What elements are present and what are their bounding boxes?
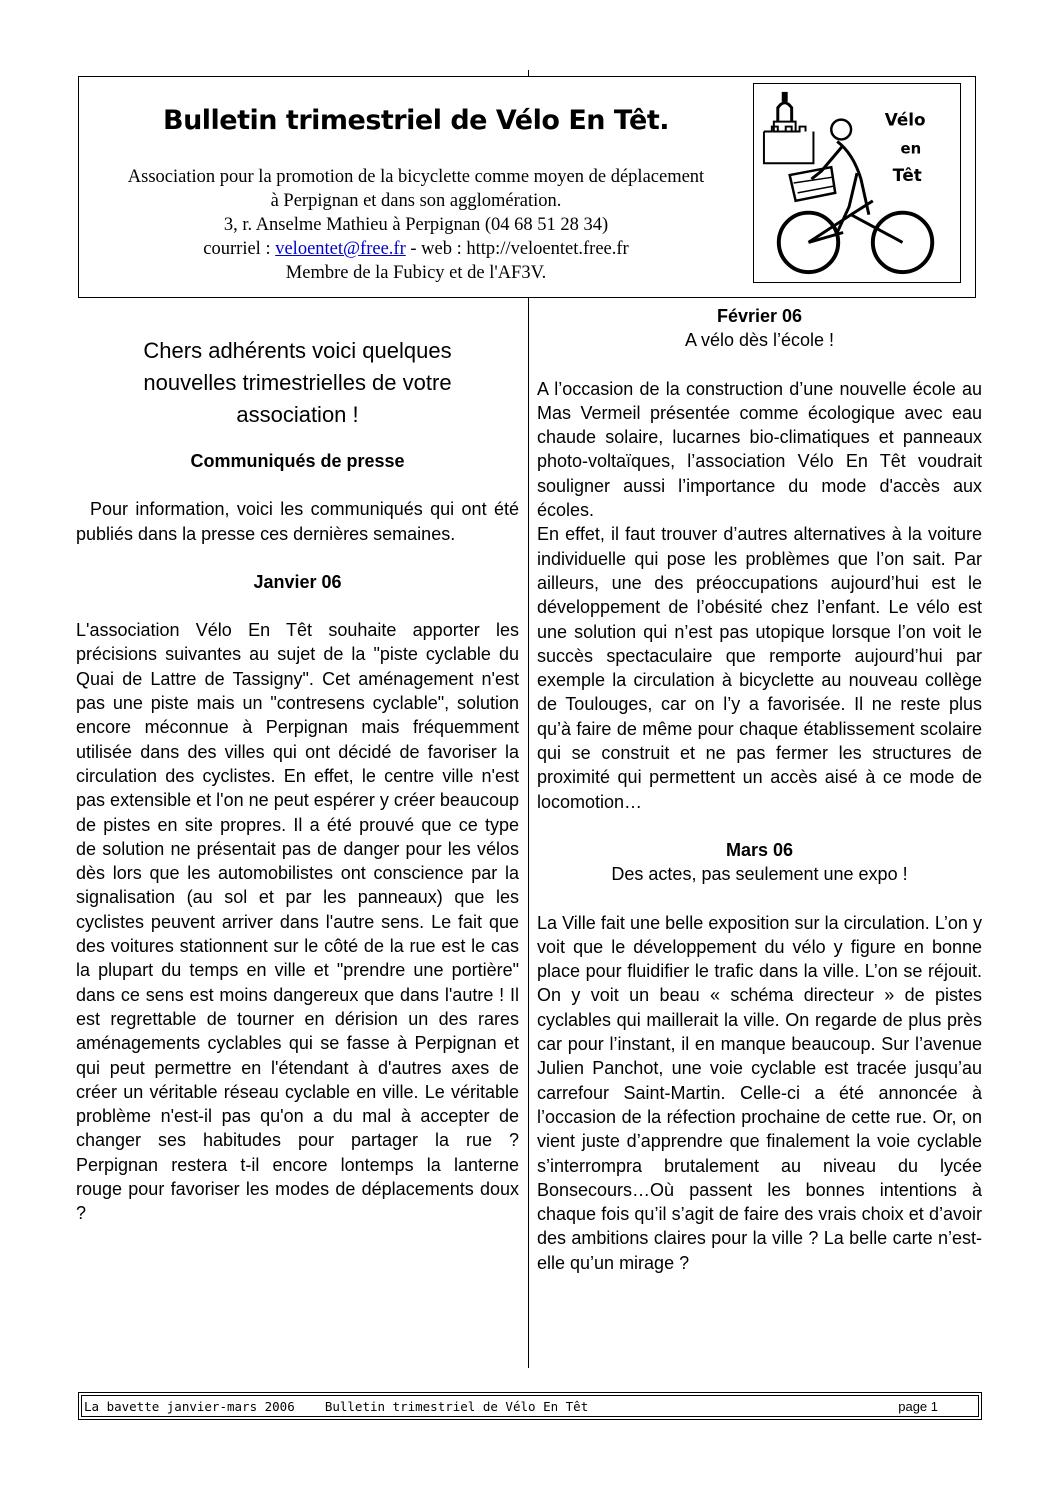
contact-line xyxy=(79,237,753,261)
february-text-1: A l’occasion de la construction d’une nouvelle école au Mas Vermeil présentée comme écologique avec eau chaude solaire, lucarnes bio-climatiques et panneaux photo-voltaïques, l’association Vélo En Têt voudrait souligner aussi l’importance du mode d'accès aux écoles. xyxy=(537,378,982,521)
right-column xyxy=(537,304,982,1275)
association-line-1: Association pour la promotion de la bicyclette comme moyen de déplacement xyxy=(127,167,705,187)
logo-word-2: en xyxy=(900,139,922,158)
february-heading: Février 06 xyxy=(716,306,803,326)
header-box xyxy=(78,76,976,298)
cyclist-logo-icon xyxy=(754,84,960,282)
february-subtitle: A vélo dès l’école ! xyxy=(684,330,835,351)
logo-word-1: Vélo xyxy=(884,109,926,130)
web-text: - web : http://veloentet.free.fr xyxy=(405,239,629,259)
bulletin-title: Bulletin trimestriel de Vélo En Têt. xyxy=(163,105,669,136)
left-column xyxy=(76,335,519,1226)
email-prefix: courriel : xyxy=(203,239,276,259)
february-text-2: En effet, il faut trouver d’autres alternatives à la voiture individuelle qui pose les problèmes que l’on sait. Par ailleurs, une des préoccupations aujourd’hui est le développement de l’obésité chez l’enfant. Le vélo est une solution qui n’est pas utopique lorsque l’on voit le succès spectaculaire que remporte aujourd’hui par exemple la circulation à bicyclette au nouveau collège de Toulouges, car on l’y a favorisée. Il ne reste plus qu’à faire de même pour chaque établissement scolaire qui se construit et ne pas fermer les structures de proximité qui permettent un accès aisé à ce mode de locomotion… xyxy=(537,524,982,812)
footer-publication: La bavette janvier-mars 2006 Bulletin trimestriel de Vélo En Têt xyxy=(84,1399,589,1414)
march-text: La Ville fait une belle exposition sur la circulation. L’on y voit que le développement du vélo y figure en bonne place pour fluidifier le trafic dans la ville. L’on se réjouit. On y voit un beau « schéma directeur » de pistes cyclables qui maillerait la ville. On regarde de plus près car pour l’instant, il en manque beaucoup. Sur l’avenue Julien Panchot, une voie cyclable est tracée jusqu’au carrefour Saint-Martin. Celle-ci a été annoncée à l’occasion de la réfection prochaine de cette rue. Or, on vient juste d’apprendre que finalement la voie cyclable s’interrompra brutalement au niveau du lycée Bonsecours…Où passent les bonnes intentions à chaque fois qu’il s’agit de faire des vrais choix et d’avoir des ambitions claires pour la ville ? La belle carte n’est-elle qu’un mirage ? xyxy=(537,912,982,1273)
intro-message: Chers adhérents voici quelques nouvelles trimestrielles de votre association ! xyxy=(143,338,452,427)
march-heading: Mars 06 xyxy=(725,839,794,860)
address-line: 3, r. Anselme Mathieu à Perpignan (04 68 51 28 34) xyxy=(223,215,609,235)
velo-en-tet-logo xyxy=(753,83,961,283)
membership-line: Membre de la Fubicy et de l'AF3V. xyxy=(285,263,547,283)
footer-inner-frame xyxy=(81,1395,979,1417)
press-intro-text: Pour information, voici les communiqués qui ont été publiés dans la presse ces dernières semaines. xyxy=(76,499,519,544)
page-number: page 1 xyxy=(898,1399,938,1414)
email-link[interactable]: veloentet@free.fr xyxy=(275,239,406,259)
january-text: L'association Vélo En Têt souhaite apporter les précisions suivantes au sujet de la "piste cyclable du Quai de Lattre de Tassigny". Cet aménagement n'est pas une piste mais un "contresens cyclable", solution encore méconnue à Perpignan mais fréquemment utilisée dans des villes qui ont décidé de favoriser la circulation des cyclistes. En effet, le centre ville n'est pas extensible et l'on ne peut espérer y créer beaucoup de pistes en site propres. Il a été prouvé que ce type de solution ne présentait pas de danger pour les vélos dès lors que les automobilistes ont conscience par la signalisation (au sol et par les panneaux) que les cyclistes peuvent arriver dans l'autre sens. Le fait que des voitures stationnent sur le côté de la rue est le cas la plupart du temps en ville et "prendre une portière" dans ce sens est moins dangereux que dans l'autre ! Il est regrettable de tourner en dérision un des rares aménagements cyclables qui se fasse à Perpignan et qui peut permettre en l'étendant à d'autres axes de créer un véritable réseau cyclable en ville. Le véritable problème n'est-il pas qu'on a du mal à accepter de changer ses habitudes pour partager la rue ? Perpignan restera t-il encore lontemps la lanterne rouge pour favoriser les modes de déplacements doux ? xyxy=(76,620,519,1224)
january-heading: Janvier 06 xyxy=(253,571,342,592)
march-subtitle: Des actes, pas seulement une expo ! xyxy=(611,864,908,885)
logo-word-3: Têt xyxy=(892,165,922,186)
association-info xyxy=(79,165,753,285)
press-heading: Communiqués de presse xyxy=(190,451,405,471)
page-footer xyxy=(78,1392,982,1420)
column-divider xyxy=(528,298,529,1368)
association-line-2: à Perpignan et dans son agglomération. xyxy=(270,191,562,211)
